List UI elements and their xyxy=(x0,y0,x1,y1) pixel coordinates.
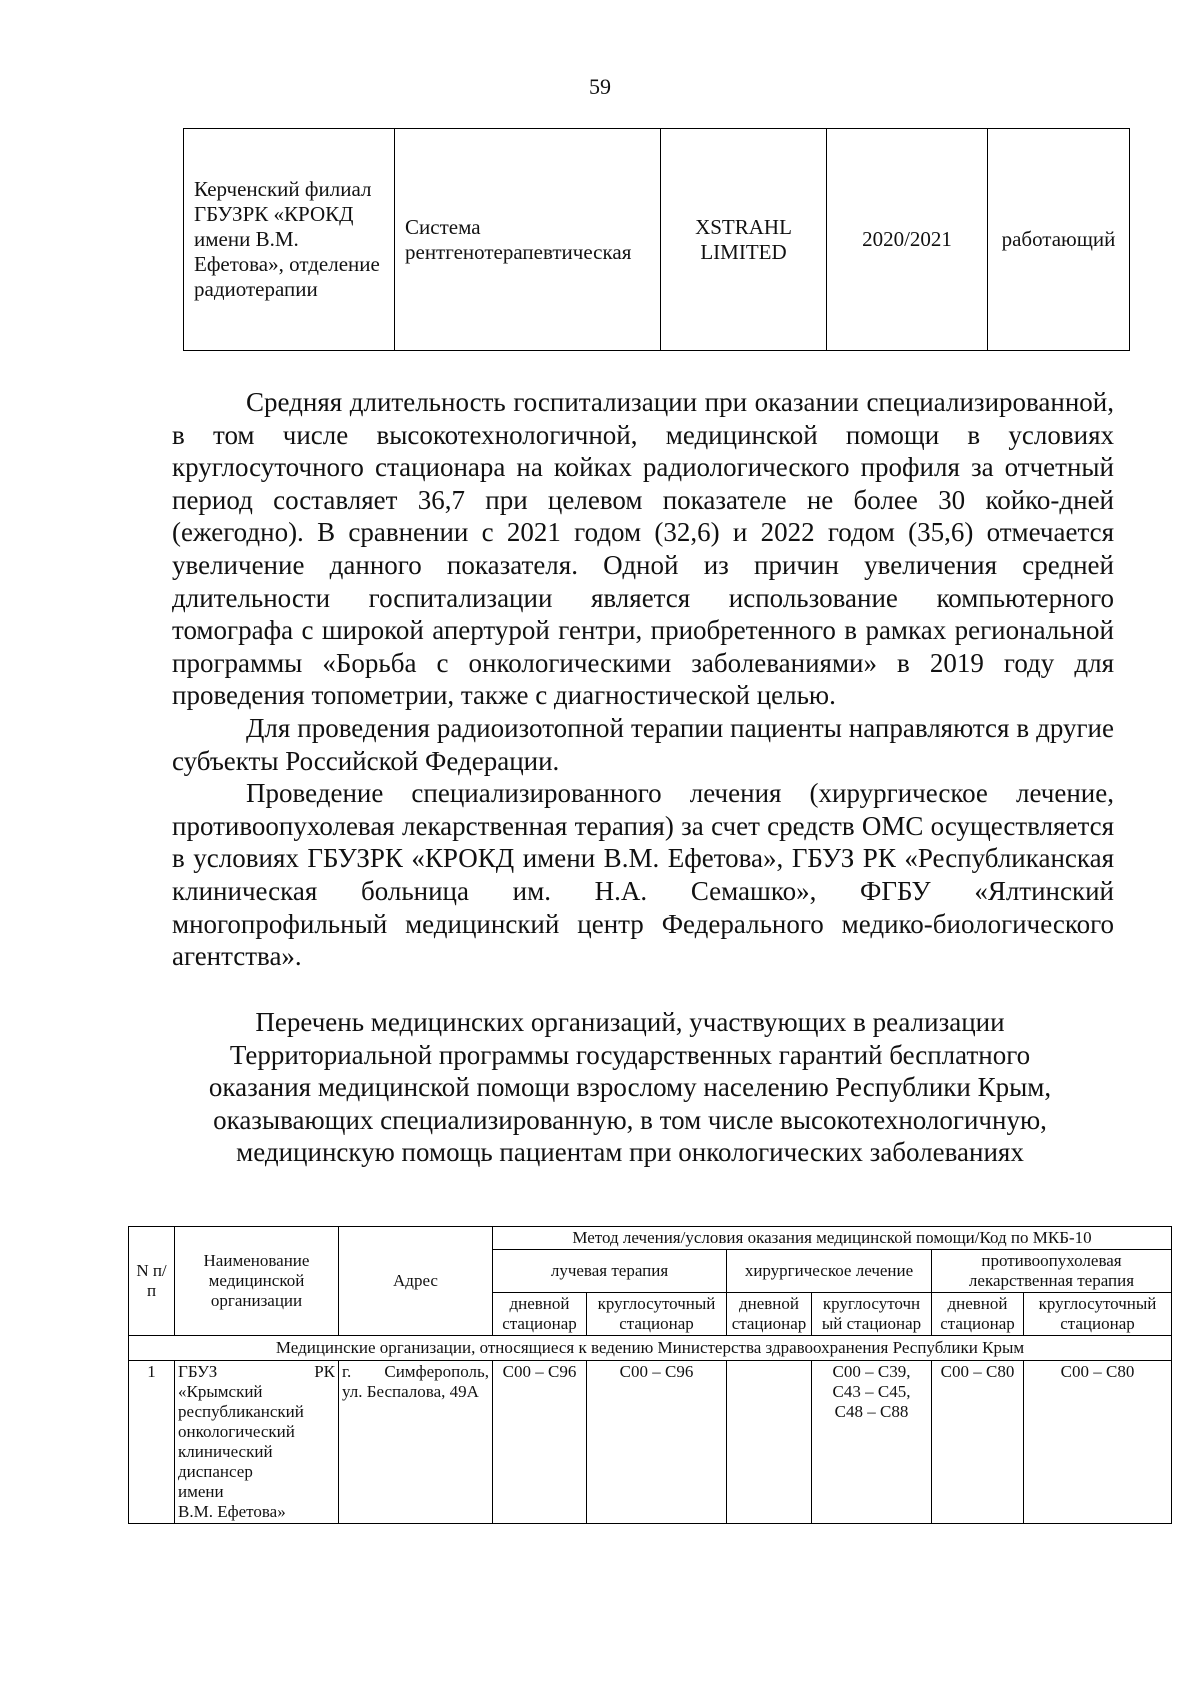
row-name-part: ГБУЗ xyxy=(178,1362,218,1381)
list-title-line: Перечень медицинских организаций, участвующих в реализации xyxy=(255,1007,1005,1037)
header-surg-round: круглосуточн ый стационар xyxy=(812,1293,932,1336)
row-name-line: диспансер xyxy=(178,1462,253,1481)
paragraph-specialized-treatment: Проведение специализированного лечения (хирургическое лечение, противоопухолевая лекарственная терапия) за счет средств ОМС осуществляется в условиях ГБУЗРК «КРОКД имени В.М. Ефетова», ГБУЗ РК «Республиканская клиническая больница им. Н.А. Семашко», ФГБУ «Ялтинский многопрофильный медицинский центр Федерального медико-биологического агентства». xyxy=(172,778,1114,972)
header-drug: противоопухолевая лекарственная терапия xyxy=(932,1250,1172,1293)
row-code-line: C43 – C45, xyxy=(832,1382,911,1401)
header-surgery: хирургическое лечение xyxy=(727,1250,932,1293)
row-name-line: имени xyxy=(178,1482,224,1501)
list-title xyxy=(130,1006,1130,1169)
header-radiation: лучевая терапия xyxy=(493,1250,727,1293)
header-surg-day: дневной стационар xyxy=(727,1293,812,1336)
row-address-line: ул. Беспалова, 49А xyxy=(342,1382,479,1401)
row-code-line: C00 – C39, xyxy=(832,1362,911,1381)
paragraph-radioisotope: Для проведения радиоизотопной терапии пациенты направляются в другие субъекты Российской Федерации. xyxy=(172,712,1114,776)
page-number: 59 xyxy=(589,74,611,99)
row-address-part: г. xyxy=(342,1362,352,1381)
equipment-years: 2020/2021 xyxy=(827,129,988,351)
row-name-line: В.М. Ефетова» xyxy=(178,1502,286,1521)
row-surg-round xyxy=(812,1361,932,1524)
list-title-line: оказывающих специализированную, в том числе высокотехнологичную, xyxy=(213,1104,1047,1135)
row-name-part: РК xyxy=(314,1362,335,1381)
header-name: Наименование медицинской организации xyxy=(175,1227,339,1336)
row-address-part: Симферополь, xyxy=(384,1362,489,1381)
section-label: Медицинские организации, относящиеся к ведению Министерства здравоохранения Республики Крым xyxy=(129,1336,1172,1361)
row-rad-day: C00 – C96 xyxy=(493,1361,587,1524)
equipment-vendor: XSTRAHL LIMITED xyxy=(661,129,827,351)
row-name-line: клинический xyxy=(178,1442,273,1461)
row-code-line: C48 – C88 xyxy=(834,1402,909,1421)
header-drug-day: дневной стационар xyxy=(932,1293,1024,1336)
row-drug-day: C00 – C80 xyxy=(932,1361,1024,1524)
header-drug-round: круглосуточный стационар xyxy=(1024,1293,1172,1336)
row-rad-round: C00 – C96 xyxy=(587,1361,727,1524)
equipment-system: Система рентгенотерапевтическая xyxy=(395,129,661,351)
header-method: Метод лечения/условия оказания медицинской помощи/Код по МКБ-10 xyxy=(493,1227,1172,1250)
row-name-line: «Крымский xyxy=(178,1382,263,1401)
table-row xyxy=(129,1361,1172,1524)
equipment-status: работающий xyxy=(988,129,1130,351)
equipment-table xyxy=(183,128,1130,351)
paragraph-hospitalization: Средняя длительность госпитализации при оказании специализированной, в том числе высокотехнологичной, медицинской помощи в условиях круглосуточного стационара на койках радиологического профиля за отчетный период составляет 36,7 при целевом показателе не более 30 койко-дней (ежегодно). В сравнении с 2021 годом (32,6) и 2022 годом (35,6) отмечается увеличение данного показателя. Одной из причин увеличения средней длительности госпитализации является использование компьютерного томографа с широкой апертурой гентри, приобретенного в рамках региональной программы «Борьба с онкологическими заболеваниями» в 2019 году для проведения топометрии, также с диагностической целью. xyxy=(172,387,1114,711)
row-name-line: онкологический xyxy=(178,1422,295,1441)
equipment-organization: Керченский филиал ГБУЗРК «КРОКД имени В.М. Ефетова», отделение радиотерапии xyxy=(184,129,395,351)
organizations-table xyxy=(128,1226,1172,1524)
row-num: 1 xyxy=(129,1361,175,1524)
row-address xyxy=(339,1361,493,1524)
header-address: Адрес xyxy=(339,1227,493,1336)
list-title-line: оказания медицинской помощи взрослому населению Республики Крым, xyxy=(208,1072,1052,1102)
list-title-line: медицинскую помощь пациентам при онкологических заболеваниях xyxy=(236,1137,1024,1167)
table-row xyxy=(184,129,1130,351)
header-rad-day: дневной стационар xyxy=(493,1293,587,1336)
row-name-line: республиканский xyxy=(178,1402,304,1421)
row-drug-round: C00 – C80 xyxy=(1024,1361,1172,1524)
body-text xyxy=(172,386,1114,973)
row-surg-day xyxy=(727,1361,812,1524)
row-organization-name xyxy=(175,1361,339,1524)
list-title-line: Территориальной программы государственных гарантий бесплатного xyxy=(229,1039,1031,1070)
header-num: N п/п xyxy=(129,1227,175,1336)
header-rad-round: круглосуточный стационар xyxy=(587,1293,727,1336)
